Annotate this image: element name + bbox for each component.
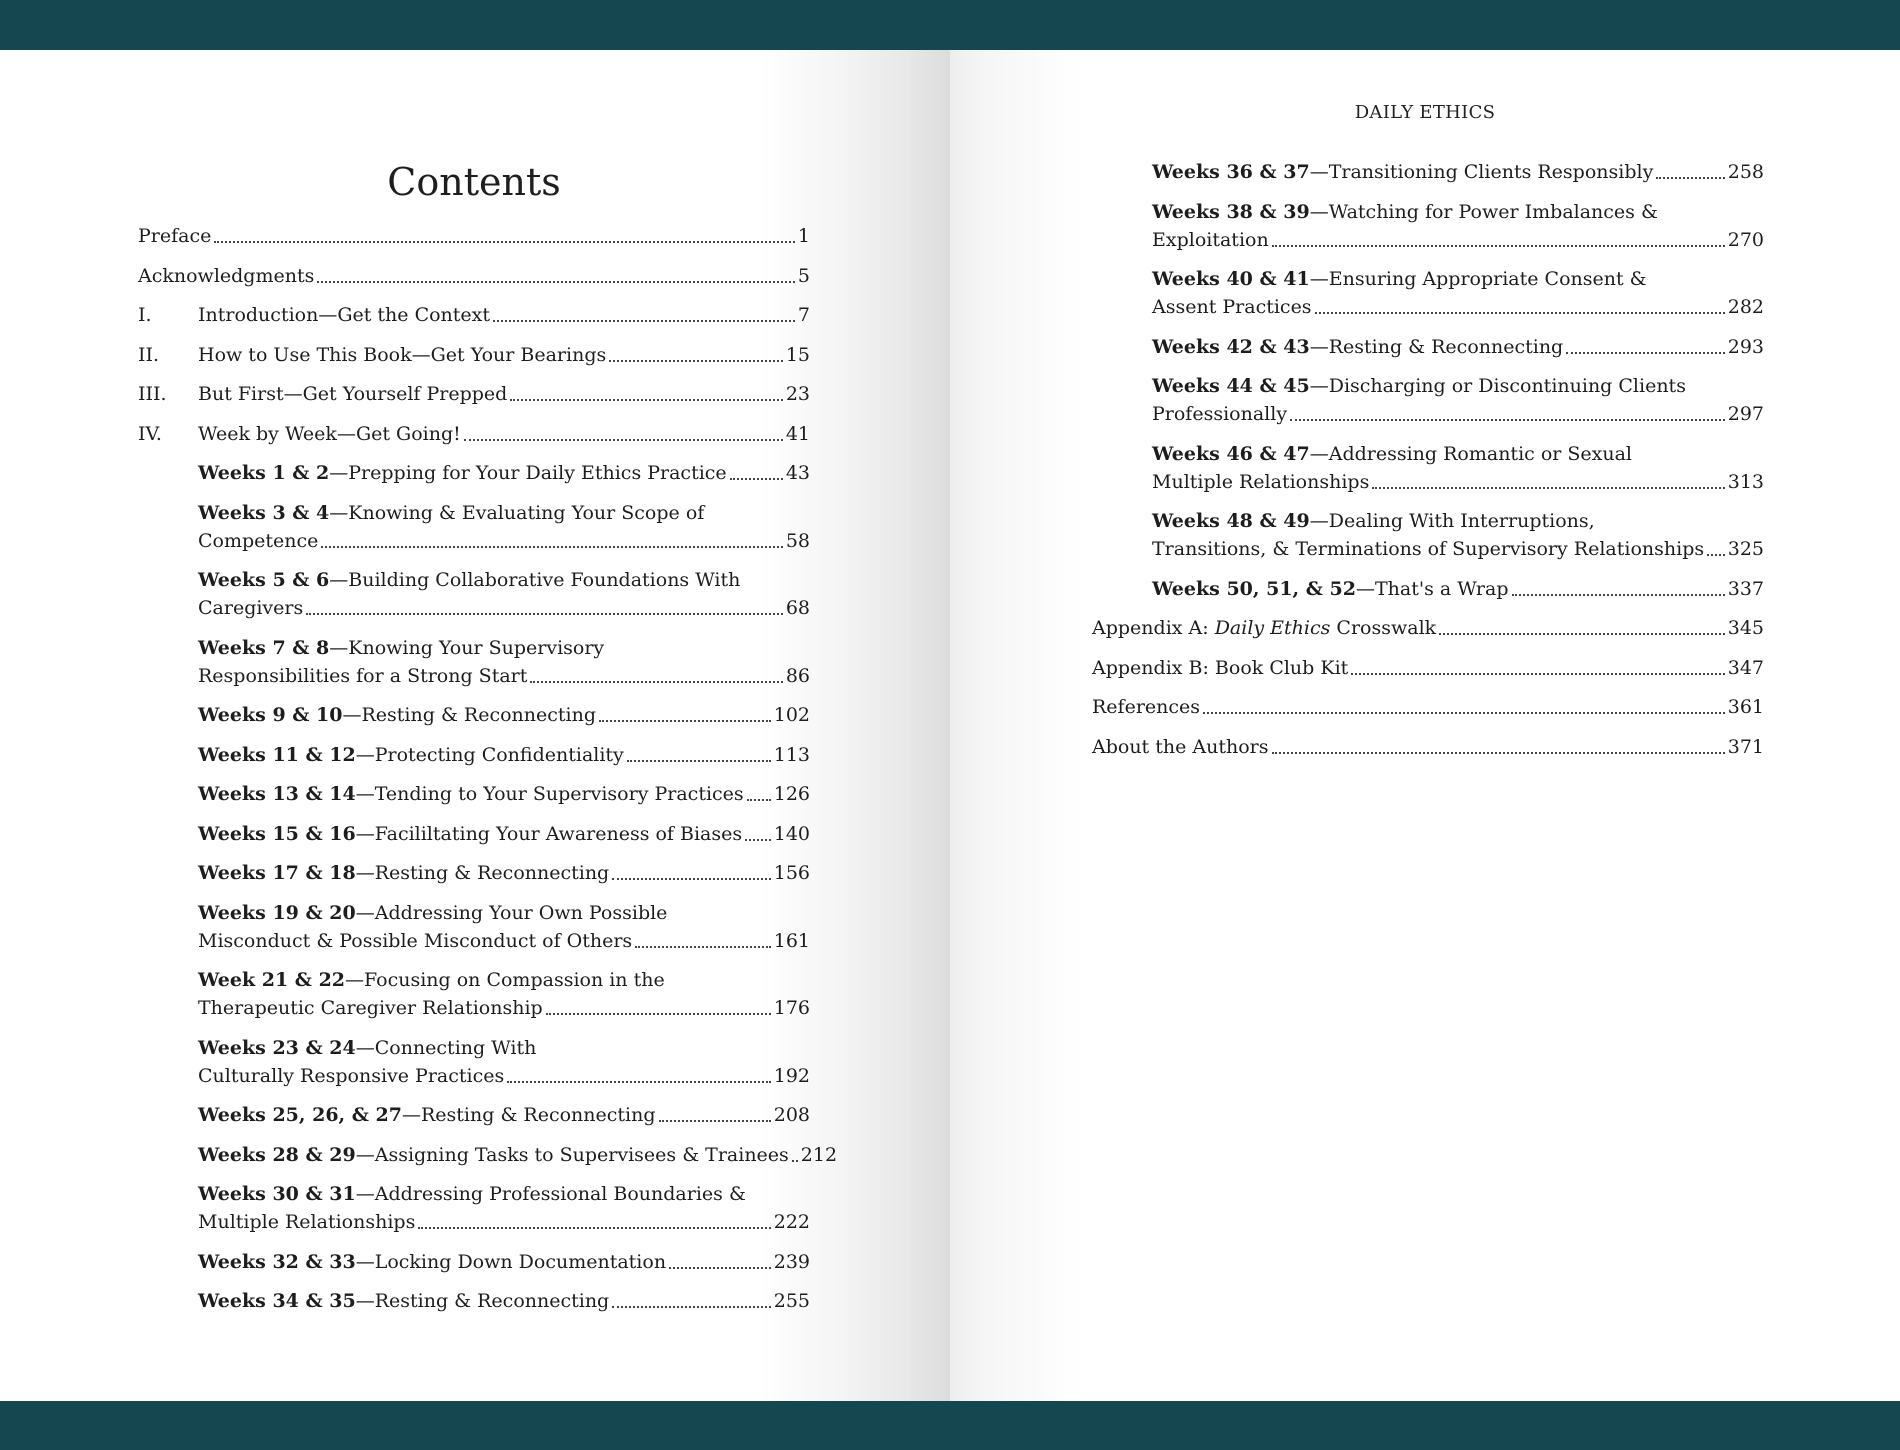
toc-right	[1092, 158, 1764, 772]
week-title: —Resting & Reconnecting	[342, 704, 597, 726]
week-title-continued: Professionally	[1152, 403, 1288, 425]
toc-week-entry	[138, 701, 810, 729]
week-title-continued: Exploitation	[1152, 228, 1269, 251]
page-number: 282	[1727, 296, 1764, 318]
toc-entry	[1092, 693, 1764, 721]
entry-line-1	[1152, 507, 1764, 535]
week-title: —Resting & Reconnecting	[355, 862, 610, 884]
dot-leader	[730, 478, 783, 480]
page-number: 156	[773, 862, 810, 884]
week-title: —Resting & Reconnecting	[355, 1290, 610, 1312]
running-head: DAILY ETHICS	[1354, 102, 1496, 123]
dot-leader	[530, 681, 782, 683]
week-label: Weeks 13 & 14	[198, 783, 356, 805]
section-number: IV.	[138, 422, 162, 445]
entry-title	[198, 1248, 666, 1276]
dot-leader	[1372, 487, 1724, 489]
entry-line-2	[198, 994, 810, 1022]
dot-leader	[418, 1227, 770, 1229]
toc-entry	[138, 262, 810, 290]
entry-title	[1152, 575, 1509, 603]
week-label: Weeks 38 & 39	[1152, 200, 1310, 223]
week-label: Weeks 44 & 45	[1152, 375, 1310, 397]
page-number: 293	[1727, 335, 1764, 358]
toc-week-entry	[138, 566, 810, 622]
toc-entry	[138, 380, 810, 408]
entry-line-2	[198, 1062, 810, 1090]
week-label: Weeks 30 & 31	[198, 1183, 356, 1205]
page-number: 176	[773, 997, 810, 1019]
week-title: —Prepping for Your Daily Ethics Practice	[329, 462, 727, 484]
week-label: Weeks 9 & 10	[198, 704, 343, 726]
week-title-continued: Multiple Relationships	[198, 1211, 416, 1233]
entry-title	[1092, 614, 1436, 642]
week-label: Weeks 25, 26, & 27	[198, 1104, 402, 1126]
dot-leader	[493, 320, 795, 322]
page-title: Contents	[387, 160, 561, 204]
entry-line-2	[198, 927, 810, 955]
week-title: —Protecting Confidentiality	[355, 743, 624, 766]
entry-line-1	[1152, 198, 1764, 226]
toc-week-entry	[1092, 440, 1764, 496]
week-label: Weeks 17 & 18	[198, 862, 356, 884]
week-title: —Tending to Your Supervisory Practices	[355, 783, 744, 805]
week-title: —Building Collaborative Foundations With	[329, 569, 741, 591]
entry-title	[198, 459, 727, 487]
week-title: —Addressing Professional Boundaries &	[355, 1183, 746, 1205]
toc-left	[138, 222, 838, 1327]
entry-line-1	[198, 1180, 810, 1208]
toc-week-entry	[138, 741, 810, 769]
right-page	[950, 50, 1900, 1401]
week-title: —Watching for Power Imbalances &	[1309, 200, 1658, 223]
entry-line-1	[1152, 440, 1764, 468]
dot-leader	[612, 1306, 771, 1308]
dot-leader	[599, 720, 771, 722]
week-title-continued: Transitions, & Terminations of Supervisory Relationships	[1152, 538, 1705, 560]
week-label: Weeks 3 & 4	[198, 501, 330, 524]
page-number: 41	[785, 422, 810, 445]
toc-week-entry	[138, 1141, 838, 1169]
toc-week-entry	[138, 1180, 810, 1236]
entry-title: About the Authors	[1092, 735, 1269, 758]
week-title: —Ensuring Appropriate Consent &	[1309, 268, 1647, 290]
week-title-continued: Therapeutic Caregiver Relationship	[198, 997, 543, 1019]
week-title-continued: Culturally Responsive Practices	[198, 1064, 505, 1087]
page-number: 7	[797, 304, 810, 326]
week-title: —Dealing With Interruptions,	[1309, 510, 1595, 532]
page-number: 258	[1727, 161, 1764, 183]
entry-line-2	[198, 662, 810, 690]
week-label: Weeks 48 & 49	[1152, 510, 1310, 532]
page-number: 361	[1727, 696, 1764, 718]
dot-leader	[1656, 177, 1724, 179]
entry-line-2	[1152, 468, 1764, 496]
toc-week-entry	[138, 1287, 810, 1315]
dot-leader	[214, 241, 795, 243]
dot-leader	[507, 1081, 771, 1083]
page-number: 1	[797, 225, 810, 247]
toc-week-entry	[138, 459, 810, 487]
page-number: 161	[773, 929, 810, 952]
week-title: —Discharging or Discontinuing Clients	[1309, 375, 1686, 397]
page-number: 86	[785, 664, 810, 687]
page-number: 337	[1727, 577, 1764, 600]
appendix-italic-title: Daily Ethics	[1214, 617, 1331, 639]
dot-leader	[659, 1120, 771, 1122]
page-number: 297	[1727, 403, 1764, 425]
dot-leader	[1272, 752, 1725, 754]
week-label: Weeks 11 & 12	[198, 743, 356, 766]
page-number: 140	[773, 822, 810, 845]
week-label: Weeks 5 & 6	[198, 569, 330, 591]
week-title-continued: Caregivers	[198, 597, 304, 619]
entry-line-1	[198, 499, 810, 527]
toc-week-entry	[138, 1034, 810, 1090]
page-number: 313	[1727, 470, 1764, 493]
page-number: 345	[1727, 617, 1764, 639]
entry-title	[1152, 333, 1563, 361]
top-band	[0, 0, 1900, 50]
dot-leader	[1707, 554, 1725, 556]
page-number: 23	[785, 383, 810, 405]
entry-title: References	[1092, 696, 1201, 718]
toc-entry	[138, 341, 810, 369]
dot-leader	[464, 439, 783, 441]
entry-title: Acknowledgments	[138, 264, 315, 287]
week-title-continued: Multiple Relationships	[1152, 470, 1370, 493]
toc-entry	[1092, 733, 1764, 761]
dot-leader	[669, 1267, 771, 1269]
entry-line-1	[198, 566, 810, 594]
page-number: 371	[1727, 735, 1764, 758]
entry-title	[198, 1287, 609, 1315]
week-label: Weeks 15 & 16	[198, 822, 356, 845]
toc-week-entry	[1092, 333, 1764, 361]
toc-week-entry	[1092, 507, 1764, 563]
page-number: 113	[773, 743, 810, 766]
appendix-suffix: Crosswalk	[1330, 617, 1437, 639]
dot-leader	[612, 878, 771, 880]
week-title-continued: Assent Practices	[1152, 296, 1312, 318]
dot-leader	[1512, 594, 1725, 596]
entry-title	[198, 820, 742, 848]
week-label: Weeks 42 & 43	[1152, 335, 1310, 358]
page-number: 102	[773, 704, 810, 726]
week-title: —Focusing on Compassion in the	[345, 969, 665, 991]
dot-leader	[1203, 712, 1725, 714]
page-number: 239	[773, 1250, 810, 1273]
entry-line-2	[198, 527, 810, 555]
week-label: Weeks 50, 51, & 52	[1152, 577, 1356, 600]
toc-entry	[138, 222, 810, 250]
dot-leader	[546, 1013, 771, 1015]
entry-title: Week by Week—Get Going!	[198, 422, 461, 445]
page-number: 212	[800, 1143, 838, 1166]
entry-title	[198, 1141, 789, 1169]
entry-line-2	[198, 1208, 810, 1236]
entry-line-1	[198, 1034, 810, 1062]
week-label: Weeks 40 & 41	[1152, 268, 1310, 290]
entry-line-2	[1152, 226, 1764, 254]
entry-title: Preface	[138, 225, 212, 247]
toc-week-entry	[138, 966, 810, 1022]
entry-line-1	[198, 634, 810, 662]
entry-line-1	[198, 966, 810, 994]
entry-title: But First—Get Yourself Prepped	[198, 383, 508, 405]
dot-leader	[321, 546, 782, 548]
page-number: 5	[797, 264, 810, 287]
week-title: —Addressing Romantic or Sexual	[1309, 442, 1633, 465]
page-number: 208	[773, 1104, 810, 1126]
section-number: III.	[138, 383, 167, 405]
appendix-prefix: Appendix A:	[1092, 617, 1215, 639]
bottom-band	[0, 1401, 1900, 1450]
week-title: —Connecting With	[355, 1036, 537, 1059]
entry-title: How to Use This Book—Get Your Bearings	[198, 343, 607, 366]
entry-line-2	[1152, 535, 1764, 563]
dot-leader	[306, 613, 783, 615]
page-number: 222	[773, 1211, 810, 1233]
week-title: —Locking Down Documentation	[355, 1250, 667, 1273]
dot-leader	[1290, 419, 1725, 421]
week-label: Weeks 28 & 29	[198, 1143, 356, 1166]
week-title: —Addressing Your Own Possible	[355, 901, 668, 924]
week-title: —Knowing & Evaluating Your Scope of	[329, 501, 705, 524]
toc-week-entry	[138, 859, 810, 887]
week-label: Week 21 & 22	[198, 969, 346, 991]
dot-leader	[1315, 312, 1725, 314]
toc-appendix-entry	[1092, 614, 1764, 642]
entry-title	[1152, 158, 1653, 186]
dot-leader	[317, 281, 795, 283]
page-number: 58	[785, 529, 810, 552]
week-title: —Resting & Reconnecting	[402, 1104, 656, 1126]
week-label: Weeks 36 & 37	[1152, 161, 1310, 183]
page-number: 68	[785, 597, 810, 619]
toc-week-entry	[138, 899, 810, 955]
section-number: II.	[138, 343, 160, 366]
toc-entry	[138, 420, 810, 448]
week-title: —Facililtating Your Awareness of Biases	[355, 822, 743, 845]
dot-leader	[1272, 245, 1725, 247]
entry-line-2	[198, 594, 810, 622]
week-title: —Assigning Tasks to Supervisees & Trainees	[355, 1143, 789, 1166]
week-label: Weeks 46 & 47	[1152, 442, 1310, 465]
week-label: Weeks 19 & 20	[198, 901, 356, 924]
entry-line-1	[1152, 265, 1764, 293]
dot-leader	[745, 839, 771, 841]
dot-leader	[747, 799, 771, 801]
toc-week-entry	[138, 780, 810, 808]
page-number: 192	[773, 1064, 810, 1087]
page-number: 43	[785, 462, 810, 484]
dot-leader	[1566, 352, 1725, 354]
toc-entry	[138, 301, 810, 329]
dot-leader	[1439, 633, 1725, 635]
week-label: Weeks 32 & 33	[198, 1250, 356, 1273]
toc-week-entry	[1092, 158, 1764, 186]
dot-leader	[609, 360, 783, 362]
dot-leader	[792, 1160, 798, 1162]
left-page	[0, 50, 950, 1401]
week-title-continued: Misconduct & Possible Misconduct of Others	[198, 929, 633, 952]
page-number: 255	[773, 1290, 810, 1312]
toc-week-entry	[1092, 265, 1764, 321]
page-number: 15	[785, 343, 810, 366]
dot-leader	[635, 946, 771, 948]
week-title: —Knowing Your Supervisory	[329, 636, 605, 659]
week-label: Weeks 7 & 8	[198, 636, 330, 659]
dot-leader	[510, 399, 782, 401]
dot-leader	[1351, 673, 1724, 675]
week-title-continued: Competence	[198, 529, 319, 552]
toc-week-entry	[1092, 575, 1764, 603]
section-number: I.	[138, 304, 152, 326]
toc-week-entry	[138, 499, 810, 555]
entry-line-2	[1152, 293, 1764, 321]
toc-week-entry	[138, 820, 810, 848]
toc-appendix-entry	[1092, 654, 1764, 682]
week-title-continued: Responsibilities for a Strong Start	[198, 664, 528, 687]
entry-title: Appendix B: Book Club Kit	[1092, 656, 1349, 679]
dot-leader	[627, 760, 771, 762]
week-label: Weeks 1 & 2	[198, 462, 330, 484]
entry-title	[198, 1101, 656, 1129]
toc-week-entry	[138, 1248, 810, 1276]
week-title: —Resting & Reconnecting	[1309, 335, 1564, 358]
page-number: 126	[773, 783, 810, 805]
entry-title	[198, 701, 596, 729]
page-number: 270	[1727, 228, 1764, 251]
week-title: —That's a Wrap	[1356, 577, 1509, 600]
entry-line-2	[1152, 400, 1764, 428]
entry-title: Introduction—Get the Context	[198, 304, 491, 326]
toc-week-entry	[138, 1101, 810, 1129]
entry-title	[198, 780, 744, 808]
entry-line-1	[1152, 372, 1764, 400]
toc-week-entry	[138, 634, 810, 690]
toc-week-entry	[1092, 198, 1764, 254]
week-title: —Transitioning Clients Responsibly	[1309, 161, 1654, 183]
entry-title	[198, 741, 624, 769]
page-number: 325	[1727, 538, 1764, 560]
entry-line-1	[198, 899, 810, 927]
toc-week-entry	[1092, 372, 1764, 428]
week-label: Weeks 34 & 35	[198, 1290, 356, 1312]
page-number: 347	[1727, 656, 1764, 679]
entry-title	[198, 859, 609, 887]
week-label: Weeks 23 & 24	[198, 1036, 356, 1059]
